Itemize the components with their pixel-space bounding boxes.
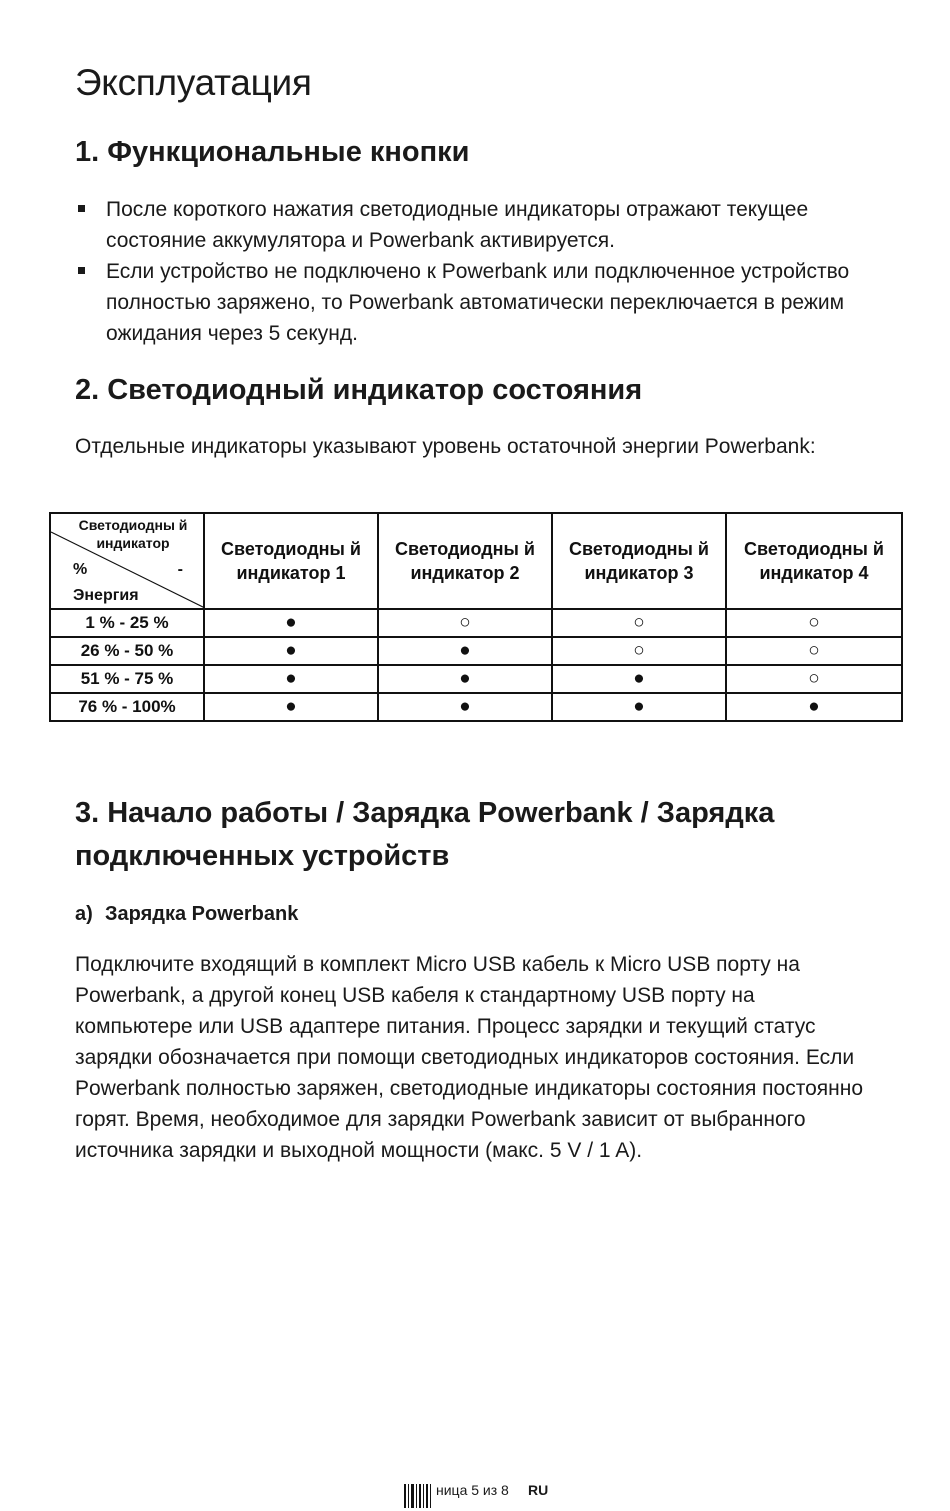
energy-range-cell: 76 % - 100% [50, 693, 204, 721]
table-row [50, 637, 902, 665]
energy-range-cell: 51 % - 75 % [50, 665, 204, 693]
subheading-text: Зарядка Powerbank [105, 903, 299, 925]
led-state-cell: ● [378, 665, 552, 693]
led-state-cell: ● [378, 637, 552, 665]
led-state-cell: ● [204, 637, 378, 665]
corner-percent-label: % [73, 561, 88, 578]
list-item [75, 256, 875, 349]
page-number: ница 5 из 8 [436, 1482, 509, 1498]
led-state-cell: ● [204, 693, 378, 721]
led-status-table [49, 512, 903, 722]
subheading-label: a) [75, 903, 93, 925]
led-state-cell: ○ [552, 637, 726, 665]
bullet-square-icon [78, 205, 85, 212]
page-title: Эксплуатация [75, 62, 312, 103]
section-3a-text: Подключите входящий в комплект Micro USB кабель к Micro USB порту на Powerbank, а другой конец USB кабеля к стандартному USB порту на компьютере или USB адаптере питания. Процесс зарядки и текущий статус зарядки обозначается при помощи светодиодных индикаторов состояния. Если Powerbank полностью заряжен, светодиодные индикаторы состояния постоянно горят. Время, необходимое для зарядки Powerbank зависит от выбранного источника зарядки и выходной мощности (макс. 5 V / 1 A). [75, 953, 864, 1162]
header-led-3: Светодиодны й индикатор 3 [552, 513, 726, 609]
corner-dash-label: - [177, 561, 183, 578]
led-state-cell: ○ [726, 637, 902, 665]
led-state-cell: ○ [378, 609, 552, 637]
table-corner-cell [50, 513, 204, 609]
corner-led-label: Светодиодны й индикатор [78, 517, 188, 551]
list-item [75, 194, 875, 256]
led-state-cell: ● [378, 693, 552, 721]
led-state-cell: ○ [726, 665, 902, 693]
bullet-text: После короткого нажатия светодиодные индикаторы отражают текущее состояние аккумулятора и Powerbank активируется. [106, 198, 809, 252]
energy-range-cell: 1 % - 25 % [50, 609, 204, 637]
header-led-4: Светодиодны й индикатор 4 [726, 513, 902, 609]
led-state-cell: ○ [552, 609, 726, 637]
table-header-row [50, 513, 902, 609]
corner-energy-label: Энергия [73, 587, 139, 604]
led-state-cell: ● [204, 609, 378, 637]
header-led-1: Светодиодны й индикатор 1 [204, 513, 378, 609]
section-1-bullet-list [75, 194, 875, 349]
barcode-icon [404, 1484, 432, 1508]
section-3a-subheading [75, 899, 298, 929]
language-code: RU [528, 1482, 549, 1498]
table-row [50, 609, 902, 637]
section-3-heading: 3. Начало работы / Зарядка Powerbank / Зарядка подключенных устройств [75, 797, 775, 872]
led-state-cell: ● [552, 693, 726, 721]
energy-range-cell: 26 % - 50 % [50, 637, 204, 665]
bullet-square-icon [78, 267, 85, 274]
section-1-heading: 1. Функциональные кнопки [75, 136, 470, 168]
table-row [50, 665, 902, 693]
led-state-cell: ● [204, 665, 378, 693]
led-state-cell: ● [552, 665, 726, 693]
led-state-cell: ○ [726, 609, 902, 637]
section-2-heading: 2. Светодиодный индикатор состояния [75, 374, 643, 406]
header-led-2: Светодиодны й индикатор 2 [378, 513, 552, 609]
section-2-intro: Отдельные индикаторы указывают уровень остаточной энергии Powerbank: [75, 435, 816, 458]
bullet-text: Если устройство не подключено к Powerbank или подключенное устройство полностью заряжено, то Powerbank автоматически переключается в режим ожидания через 5 секунд. [106, 260, 850, 345]
table-row [50, 693, 902, 721]
led-state-cell: ● [726, 693, 902, 721]
